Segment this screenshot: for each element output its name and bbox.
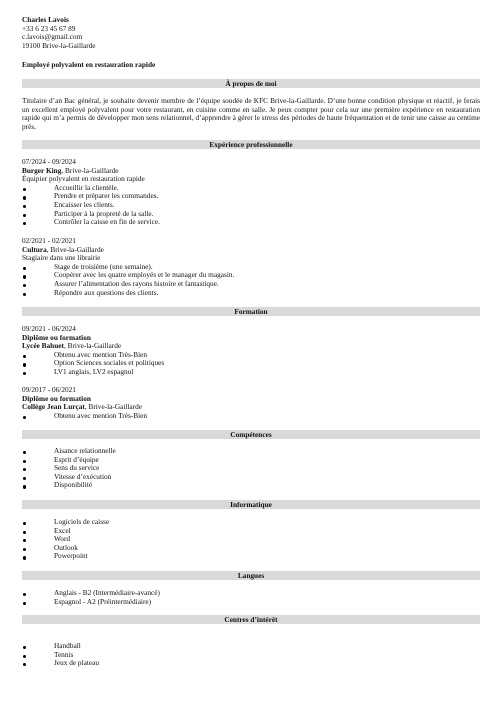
bullet-icon — [23, 372, 26, 375]
bullet-icon — [23, 556, 26, 559]
education-degree: Diplôme ou formation — [22, 393, 91, 403]
school-name: Collège Jean Lurçat — [22, 402, 85, 412]
list-item: Anglais - B2 (Intermédiaire-avancé) — [22, 589, 480, 598]
bullet-icon — [23, 205, 26, 208]
education-bullets — [22, 412, 480, 421]
list-item: Participer à la propreté de la salle. — [22, 210, 480, 219]
section-header-interests: Centres d’intérêt — [22, 615, 480, 624]
bullet-icon — [23, 214, 26, 217]
experience-role: Équipier polyvalent en restauration rapide — [22, 174, 145, 184]
list-item: Logiciels de caisse — [22, 518, 480, 527]
bullet-icon — [23, 267, 26, 270]
experience-item — [22, 237, 480, 297]
experience-dates: 02/2021 - 02/2021 — [22, 236, 76, 245]
bullet-icon — [23, 548, 26, 551]
languages-list — [22, 589, 480, 606]
education-bullets — [22, 351, 480, 377]
list-item: Handball — [22, 642, 480, 651]
list-item: Accueillir la clientèle. — [22, 184, 480, 193]
phone: +33 6 23 45 67 89 — [22, 23, 76, 33]
bullet-icon — [23, 363, 26, 366]
job-title: Employé polyvalent en restauration rapide — [22, 60, 156, 69]
email: c.lavois@gmail.com — [22, 32, 83, 42]
school-location: , Brive-la-Gaillarde — [84, 402, 142, 412]
contact-block — [22, 16, 480, 50]
bullet-icon — [23, 196, 26, 199]
section-header-languages: Langues — [22, 571, 480, 580]
interests-list — [22, 642, 480, 668]
section-header-experience: Expérience professionnelle — [22, 140, 480, 149]
bullet-icon — [23, 460, 26, 463]
list-item: Répondre aux questions des clients. — [22, 289, 480, 298]
list-item: LV1 anglais, LV2 espagnol — [22, 368, 480, 377]
bullet-icon — [23, 522, 26, 525]
bullet-icon — [23, 468, 26, 471]
company-location: , Brive-la-Gaillarde — [46, 244, 104, 254]
list-item: Obtenu avec mention Très-Bien — [22, 351, 480, 360]
list-item: Aisance relationnelle — [22, 447, 480, 456]
education-dates: 09/2017 - 06/2021 — [22, 385, 76, 394]
list-item: Contrôler la caisse en fin de service. — [22, 218, 480, 227]
about-paragraph: Titulaire d’an Bac général, je souhaite devenir membre de l’équipe soudée de KFC Brive-la-Gaillarde. D’une bonne condition physique et réactif, je ferais un excellent employé polyvalent pour votre restaurant, en cuisine comme en salle. Je peux compter pour cela sur une première expérience en restauration rapide qui m’a permis de développer mon sens relationnel, d’apprendre à gérer le stress des périodes de haute fréquentation et de tenir une caisse au centime près. — [22, 96, 480, 131]
school-name: Lycée Bahuet — [22, 341, 64, 351]
bullet-icon — [23, 275, 26, 278]
list-item: Encaisser les clients. — [22, 201, 480, 210]
list-item: Powerpoint — [22, 552, 480, 561]
list-item: Obtenu avec mention Très-Bien — [22, 412, 480, 421]
list-item: Prendre et préparer les commandes. — [22, 192, 480, 201]
bullet-icon — [23, 531, 26, 534]
experience-item — [22, 158, 480, 227]
bullet-icon — [23, 539, 26, 542]
list-item: Assurer l’alimentation des rayons histoire et fantastique. — [22, 280, 480, 289]
list-item: Vitesse d’exécution — [22, 473, 480, 482]
list-item: Coopérer avec les quatre employés et le manager du magasin. — [22, 271, 480, 280]
experience-dates: 07/2024 - 09/2024 — [22, 157, 76, 166]
education-dates: 09/2021 - 06/2024 — [22, 324, 76, 333]
bullet-icon — [23, 593, 26, 596]
experience-bullets — [22, 184, 480, 227]
bullet-icon — [23, 222, 26, 225]
list-item: Tennis — [22, 651, 480, 660]
bullet-icon — [23, 284, 26, 287]
list-item: Espagnol - A2 (Préintermédiaire) — [22, 598, 480, 607]
skills-list — [22, 447, 480, 490]
bullet-icon — [23, 355, 26, 358]
candidate-name: Charles Lavois — [22, 15, 69, 24]
list-item: Excel — [22, 527, 480, 536]
section-header-computing: Informatique — [22, 500, 480, 509]
education-item — [22, 386, 480, 420]
bullet-icon — [23, 416, 26, 419]
list-item: Stage de troisième (une semaine). — [22, 263, 480, 272]
list-item: Sens du service — [22, 464, 480, 473]
company-name: Burger King — [22, 165, 62, 175]
section-header-about: À propos de moi — [22, 79, 480, 88]
list-item: Esprit d’équipe — [22, 456, 480, 465]
education-degree: Diplôme ou formation — [22, 332, 91, 342]
education-item — [22, 325, 480, 377]
company-name: Cultura — [22, 244, 47, 254]
list-item: Outlook — [22, 544, 480, 553]
bullet-icon — [23, 663, 26, 666]
bullet-icon — [23, 646, 26, 649]
bullet-icon — [23, 655, 26, 658]
list-item: Word — [22, 535, 480, 544]
bullet-icon — [23, 485, 26, 488]
bullet-icon — [23, 477, 26, 480]
list-item: Jeux de plateau — [22, 659, 480, 668]
school-location: , Brive-la-Gaillarde — [63, 341, 122, 351]
bullet-icon — [23, 188, 26, 191]
section-header-skills: Compétences — [22, 430, 480, 439]
company-location: , Brive-la-Gaillarde — [61, 165, 119, 175]
bullet-icon — [23, 602, 26, 605]
list-item: Option Sciences sociales et politiques — [22, 359, 480, 368]
experience-role: Stagiaire dans une librairie — [22, 253, 101, 263]
list-item: Disponibilité — [22, 481, 480, 490]
computing-list — [22, 518, 480, 561]
experience-bullets — [22, 263, 480, 297]
section-header-education: Formation — [22, 307, 480, 316]
bullet-icon — [23, 293, 26, 296]
city: 19100 Brive-la-Gaillarde — [22, 40, 96, 50]
bullet-icon — [23, 451, 26, 454]
